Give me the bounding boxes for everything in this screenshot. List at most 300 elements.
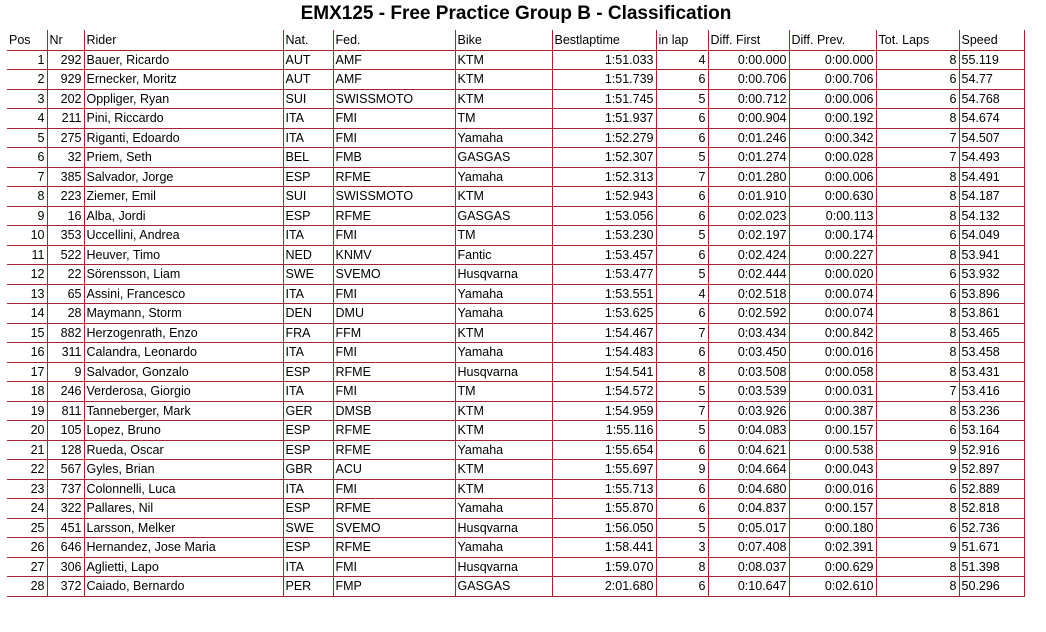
in-lap-cell: 6 xyxy=(656,440,708,460)
bike-cell: Husqvarna xyxy=(455,362,552,382)
diff-first-cell: 0:01.280 xyxy=(708,167,789,187)
federation-cell: DMSB xyxy=(333,401,455,421)
column-header-diff-prev[interactable]: Diff. Prev. xyxy=(789,30,876,50)
diff-prev-cell: 0:00.157 xyxy=(789,421,876,441)
rider-cell: Salvador, Gonzalo xyxy=(84,362,283,382)
rider-cell: Oppliger, Ryan xyxy=(84,89,283,109)
best-lap-time-cell: 1:56.050 xyxy=(552,518,656,538)
total-laps-cell: 8 xyxy=(876,206,959,226)
nation-cell: ITA xyxy=(283,226,333,246)
best-lap-time-cell: 1:52.307 xyxy=(552,148,656,168)
in-lap-cell: 5 xyxy=(656,518,708,538)
table-row xyxy=(7,206,1024,226)
number-cell: 105 xyxy=(47,421,84,441)
pos-cell: 2 xyxy=(7,70,47,90)
nation-cell: ITA xyxy=(283,557,333,577)
in-lap-cell: 6 xyxy=(656,187,708,207)
table-row xyxy=(7,167,1024,187)
rider-cell: Bauer, Ricardo xyxy=(84,50,283,70)
table-row xyxy=(7,577,1024,597)
bike-cell: KTM xyxy=(455,70,552,90)
table-row xyxy=(7,265,1024,285)
speed-cell: 52.889 xyxy=(959,479,1024,499)
number-cell: 522 xyxy=(47,245,84,265)
federation-cell: KNMV xyxy=(333,245,455,265)
best-lap-time-cell: 1:52.313 xyxy=(552,167,656,187)
diff-prev-cell: 0:00.000 xyxy=(789,50,876,70)
number-cell: 322 xyxy=(47,499,84,519)
number-cell: 451 xyxy=(47,518,84,538)
federation-cell: RFME xyxy=(333,362,455,382)
best-lap-time-cell: 1:55.116 xyxy=(552,421,656,441)
pos-cell: 6 xyxy=(7,148,47,168)
in-lap-cell: 5 xyxy=(656,226,708,246)
bike-cell: TM xyxy=(455,226,552,246)
nation-cell: ESP xyxy=(283,421,333,441)
speed-cell: 53.861 xyxy=(959,304,1024,324)
number-cell: 811 xyxy=(47,401,84,421)
nation-cell: ESP xyxy=(283,538,333,558)
diff-first-cell: 0:00.706 xyxy=(708,70,789,90)
in-lap-cell: 6 xyxy=(656,479,708,499)
best-lap-time-cell: 1:51.937 xyxy=(552,109,656,129)
best-lap-time-cell: 1:54.572 xyxy=(552,382,656,402)
diff-prev-cell: 0:00.342 xyxy=(789,128,876,148)
total-laps-cell: 6 xyxy=(876,421,959,441)
table-row xyxy=(7,440,1024,460)
bike-cell: KTM xyxy=(455,89,552,109)
table-row xyxy=(7,401,1024,421)
total-laps-cell: 8 xyxy=(876,499,959,519)
diff-first-cell: 0:01.274 xyxy=(708,148,789,168)
federation-cell: SWISSMOTO xyxy=(333,89,455,109)
speed-cell: 54.049 xyxy=(959,226,1024,246)
diff-first-cell: 0:00.904 xyxy=(708,109,789,129)
table-row xyxy=(7,323,1024,343)
column-header-bike[interactable]: Bike xyxy=(455,30,552,50)
bike-cell: GASGAS xyxy=(455,206,552,226)
bike-cell: KTM xyxy=(455,187,552,207)
bike-cell: Yamaha xyxy=(455,128,552,148)
best-lap-time-cell: 1:54.959 xyxy=(552,401,656,421)
rider-cell: Ziemer, Emil xyxy=(84,187,283,207)
speed-cell: 51.398 xyxy=(959,557,1024,577)
speed-cell: 52.916 xyxy=(959,440,1024,460)
nation-cell: ITA xyxy=(283,479,333,499)
rider-cell: Verderosa, Giorgio xyxy=(84,382,283,402)
bike-cell: KTM xyxy=(455,479,552,499)
diff-first-cell: 0:04.083 xyxy=(708,421,789,441)
table-row xyxy=(7,89,1024,109)
pos-cell: 20 xyxy=(7,421,47,441)
rider-cell: Herzogenrath, Enzo xyxy=(84,323,283,343)
pos-cell: 11 xyxy=(7,245,47,265)
best-lap-time-cell: 1:53.625 xyxy=(552,304,656,324)
bike-cell: Yamaha xyxy=(455,304,552,324)
rider-cell: Aglietti, Lapo xyxy=(84,557,283,577)
best-lap-time-cell: 2:01.680 xyxy=(552,577,656,597)
pos-cell: 5 xyxy=(7,128,47,148)
number-cell: 128 xyxy=(47,440,84,460)
diff-prev-cell: 0:00.074 xyxy=(789,284,876,304)
diff-first-cell: 0:02.023 xyxy=(708,206,789,226)
bike-cell: TM xyxy=(455,109,552,129)
pos-cell: 16 xyxy=(7,343,47,363)
rider-cell: Calandra, Leonardo xyxy=(84,343,283,363)
best-lap-time-cell: 1:55.654 xyxy=(552,440,656,460)
speed-cell: 54.187 xyxy=(959,187,1024,207)
diff-first-cell: 0:05.017 xyxy=(708,518,789,538)
column-header-in-lap[interactable]: in lap xyxy=(656,30,708,50)
total-laps-cell: 6 xyxy=(876,518,959,538)
pos-cell: 19 xyxy=(7,401,47,421)
federation-cell: RFME xyxy=(333,499,455,519)
classification-table xyxy=(7,30,1025,597)
rider-cell: Larsson, Melker xyxy=(84,518,283,538)
best-lap-time-cell: 1:55.870 xyxy=(552,499,656,519)
federation-cell: DMU xyxy=(333,304,455,324)
pos-cell: 9 xyxy=(7,206,47,226)
federation-cell: SVEMO xyxy=(333,265,455,285)
bike-cell: GASGAS xyxy=(455,577,552,597)
rider-cell: Gyles, Brian xyxy=(84,460,283,480)
best-lap-time-cell: 1:53.457 xyxy=(552,245,656,265)
diff-first-cell: 0:02.197 xyxy=(708,226,789,246)
federation-cell: FFM xyxy=(333,323,455,343)
speed-cell: 53.458 xyxy=(959,343,1024,363)
table-row xyxy=(7,128,1024,148)
total-laps-cell: 6 xyxy=(876,479,959,499)
nation-cell: ITA xyxy=(283,109,333,129)
bike-cell: KTM xyxy=(455,421,552,441)
nation-cell: FRA xyxy=(283,323,333,343)
column-header-rider[interactable]: Rider xyxy=(84,30,283,50)
number-cell: 22 xyxy=(47,265,84,285)
number-cell: 16 xyxy=(47,206,84,226)
total-laps-cell: 7 xyxy=(876,128,959,148)
diff-prev-cell: 0:00.028 xyxy=(789,148,876,168)
diff-prev-cell: 0:02.610 xyxy=(789,577,876,597)
column-header-bestlaptime[interactable]: Bestlaptime xyxy=(552,30,656,50)
in-lap-cell: 5 xyxy=(656,382,708,402)
in-lap-cell: 3 xyxy=(656,538,708,558)
speed-cell: 52.736 xyxy=(959,518,1024,538)
total-laps-cell: 8 xyxy=(876,343,959,363)
federation-cell: SWISSMOTO xyxy=(333,187,455,207)
pos-cell: 13 xyxy=(7,284,47,304)
diff-prev-cell: 0:00.538 xyxy=(789,440,876,460)
total-laps-cell: 6 xyxy=(876,265,959,285)
pos-cell: 21 xyxy=(7,440,47,460)
bike-cell: Husqvarna xyxy=(455,265,552,285)
rider-cell: Uccellini, Andrea xyxy=(84,226,283,246)
number-cell: 246 xyxy=(47,382,84,402)
table-row xyxy=(7,226,1024,246)
total-laps-cell: 8 xyxy=(876,304,959,324)
table-row xyxy=(7,362,1024,382)
speed-cell: 54.768 xyxy=(959,89,1024,109)
pos-cell: 12 xyxy=(7,265,47,285)
best-lap-time-cell: 1:51.745 xyxy=(552,89,656,109)
bike-cell: GASGAS xyxy=(455,148,552,168)
number-cell: 385 xyxy=(47,167,84,187)
best-lap-time-cell: 1:55.697 xyxy=(552,460,656,480)
diff-first-cell: 0:08.037 xyxy=(708,557,789,577)
pos-cell: 22 xyxy=(7,460,47,480)
number-cell: 372 xyxy=(47,577,84,597)
total-laps-cell: 9 xyxy=(876,440,959,460)
bike-cell: Yamaha xyxy=(455,538,552,558)
bike-cell: Yamaha xyxy=(455,440,552,460)
speed-cell: 53.164 xyxy=(959,421,1024,441)
in-lap-cell: 4 xyxy=(656,284,708,304)
diff-first-cell: 0:00.000 xyxy=(708,50,789,70)
bike-cell: Husqvarna xyxy=(455,557,552,577)
total-laps-cell: 8 xyxy=(876,577,959,597)
speed-cell: 54.507 xyxy=(959,128,1024,148)
speed-cell: 53.236 xyxy=(959,401,1024,421)
nation-cell: ESP xyxy=(283,362,333,382)
best-lap-time-cell: 1:52.279 xyxy=(552,128,656,148)
speed-cell: 54.493 xyxy=(959,148,1024,168)
total-laps-cell: 8 xyxy=(876,109,959,129)
nation-cell: AUT xyxy=(283,50,333,70)
table-row xyxy=(7,187,1024,207)
nation-cell: SUI xyxy=(283,187,333,207)
column-header-nr[interactable]: Nr xyxy=(47,30,84,50)
column-header-tot-laps[interactable]: Tot. Laps xyxy=(876,30,959,50)
in-lap-cell: 6 xyxy=(656,206,708,226)
total-laps-cell: 8 xyxy=(876,167,959,187)
best-lap-time-cell: 1:52.943 xyxy=(552,187,656,207)
bike-cell: KTM xyxy=(455,50,552,70)
in-lap-cell: 6 xyxy=(656,109,708,129)
in-lap-cell: 6 xyxy=(656,70,708,90)
number-cell: 292 xyxy=(47,50,84,70)
rider-cell: Lopez, Bruno xyxy=(84,421,283,441)
speed-cell: 53.941 xyxy=(959,245,1024,265)
best-lap-time-cell: 1:53.056 xyxy=(552,206,656,226)
column-header-pos[interactable]: Pos xyxy=(7,30,47,50)
best-lap-time-cell: 1:54.467 xyxy=(552,323,656,343)
speed-cell: 53.932 xyxy=(959,265,1024,285)
total-laps-cell: 7 xyxy=(876,382,959,402)
rider-cell: Colonnelli, Luca xyxy=(84,479,283,499)
federation-cell: FMI xyxy=(333,382,455,402)
in-lap-cell: 5 xyxy=(656,148,708,168)
federation-cell: FMI xyxy=(333,284,455,304)
nation-cell: GBR xyxy=(283,460,333,480)
best-lap-time-cell: 1:54.483 xyxy=(552,343,656,363)
diff-first-cell: 0:03.508 xyxy=(708,362,789,382)
rider-cell: Hernandez, Jose Maria xyxy=(84,538,283,558)
number-cell: 353 xyxy=(47,226,84,246)
in-lap-cell: 5 xyxy=(656,89,708,109)
pos-cell: 28 xyxy=(7,577,47,597)
diff-first-cell: 0:03.926 xyxy=(708,401,789,421)
best-lap-time-cell: 1:54.541 xyxy=(552,362,656,382)
bike-cell: KTM xyxy=(455,460,552,480)
table-row xyxy=(7,284,1024,304)
diff-prev-cell: 0:00.842 xyxy=(789,323,876,343)
bike-cell: Husqvarna xyxy=(455,518,552,538)
in-lap-cell: 7 xyxy=(656,323,708,343)
total-laps-cell: 8 xyxy=(876,50,959,70)
nation-cell: ESP xyxy=(283,167,333,187)
diff-prev-cell: 0:00.020 xyxy=(789,265,876,285)
number-cell: 311 xyxy=(47,343,84,363)
diff-prev-cell: 0:00.174 xyxy=(789,226,876,246)
diff-first-cell: 0:03.539 xyxy=(708,382,789,402)
rider-cell: Priem, Seth xyxy=(84,148,283,168)
diff-first-cell: 0:02.518 xyxy=(708,284,789,304)
rider-cell: Salvador, Jorge xyxy=(84,167,283,187)
total-laps-cell: 9 xyxy=(876,538,959,558)
pos-cell: 8 xyxy=(7,187,47,207)
in-lap-cell: 6 xyxy=(656,343,708,363)
table-row xyxy=(7,70,1024,90)
pos-cell: 27 xyxy=(7,557,47,577)
pos-cell: 17 xyxy=(7,362,47,382)
number-cell: 275 xyxy=(47,128,84,148)
best-lap-time-cell: 1:51.739 xyxy=(552,70,656,90)
in-lap-cell: 6 xyxy=(656,245,708,265)
table-row xyxy=(7,245,1024,265)
diff-prev-cell: 0:00.016 xyxy=(789,479,876,499)
nation-cell: ITA xyxy=(283,128,333,148)
best-lap-time-cell: 1:53.551 xyxy=(552,284,656,304)
column-header-diff-first[interactable]: Diff. First xyxy=(708,30,789,50)
number-cell: 32 xyxy=(47,148,84,168)
diff-prev-cell: 0:00.387 xyxy=(789,401,876,421)
total-laps-cell: 8 xyxy=(876,245,959,265)
pos-cell: 10 xyxy=(7,226,47,246)
speed-cell: 53.416 xyxy=(959,382,1024,402)
speed-cell: 53.465 xyxy=(959,323,1024,343)
table-row xyxy=(7,499,1024,519)
federation-cell: SVEMO xyxy=(333,518,455,538)
nation-cell: NED xyxy=(283,245,333,265)
nation-cell: ITA xyxy=(283,284,333,304)
federation-cell: FMI xyxy=(333,479,455,499)
table-row xyxy=(7,109,1024,129)
total-laps-cell: 8 xyxy=(876,187,959,207)
diff-first-cell: 0:04.680 xyxy=(708,479,789,499)
diff-first-cell: 0:02.592 xyxy=(708,304,789,324)
federation-cell: FMI xyxy=(333,128,455,148)
diff-first-cell: 0:04.621 xyxy=(708,440,789,460)
rider-cell: Rueda, Oscar xyxy=(84,440,283,460)
pos-cell: 14 xyxy=(7,304,47,324)
speed-cell: 54.674 xyxy=(959,109,1024,129)
diff-prev-cell: 0:00.706 xyxy=(789,70,876,90)
rider-cell: Ernecker, Moritz xyxy=(84,70,283,90)
total-laps-cell: 6 xyxy=(876,284,959,304)
diff-first-cell: 0:10.647 xyxy=(708,577,789,597)
total-laps-cell: 8 xyxy=(876,362,959,382)
table-row xyxy=(7,304,1024,324)
diff-prev-cell: 0:00.629 xyxy=(789,557,876,577)
column-header-nat[interactable]: Nat. xyxy=(283,30,333,50)
rider-cell: Maymann, Storm xyxy=(84,304,283,324)
column-header-fed[interactable]: Fed. xyxy=(333,30,455,50)
nation-cell: SWE xyxy=(283,518,333,538)
pos-cell: 25 xyxy=(7,518,47,538)
nation-cell: AUT xyxy=(283,70,333,90)
table-header-row xyxy=(7,30,1024,50)
diff-prev-cell: 0:00.192 xyxy=(789,109,876,129)
diff-first-cell: 0:04.837 xyxy=(708,499,789,519)
diff-first-cell: 0:02.444 xyxy=(708,265,789,285)
pos-cell: 7 xyxy=(7,167,47,187)
diff-prev-cell: 0:00.031 xyxy=(789,382,876,402)
federation-cell: AMF xyxy=(333,50,455,70)
diff-first-cell: 0:02.424 xyxy=(708,245,789,265)
in-lap-cell: 7 xyxy=(656,167,708,187)
best-lap-time-cell: 1:58.441 xyxy=(552,538,656,558)
in-lap-cell: 5 xyxy=(656,421,708,441)
in-lap-cell: 7 xyxy=(656,401,708,421)
speed-cell: 51.671 xyxy=(959,538,1024,558)
table-row xyxy=(7,382,1024,402)
in-lap-cell: 6 xyxy=(656,304,708,324)
speed-cell: 53.896 xyxy=(959,284,1024,304)
bike-cell: Yamaha xyxy=(455,284,552,304)
in-lap-cell: 4 xyxy=(656,50,708,70)
best-lap-time-cell: 1:59.070 xyxy=(552,557,656,577)
diff-prev-cell: 0:00.157 xyxy=(789,499,876,519)
in-lap-cell: 5 xyxy=(656,265,708,285)
diff-prev-cell: 0:00.058 xyxy=(789,362,876,382)
federation-cell: FMB xyxy=(333,148,455,168)
nation-cell: SWE xyxy=(283,265,333,285)
rider-cell: Assini, Francesco xyxy=(84,284,283,304)
rider-cell: Pallares, Nil xyxy=(84,499,283,519)
number-cell: 567 xyxy=(47,460,84,480)
diff-prev-cell: 0:00.630 xyxy=(789,187,876,207)
diff-first-cell: 0:01.246 xyxy=(708,128,789,148)
federation-cell: RFME xyxy=(333,421,455,441)
table-row xyxy=(7,50,1024,70)
diff-prev-cell: 0:00.074 xyxy=(789,304,876,324)
number-cell: 65 xyxy=(47,284,84,304)
rider-cell: Riganti, Edoardo xyxy=(84,128,283,148)
diff-prev-cell: 0:00.043 xyxy=(789,460,876,480)
best-lap-time-cell: 1:55.713 xyxy=(552,479,656,499)
number-cell: 223 xyxy=(47,187,84,207)
federation-cell: AMF xyxy=(333,70,455,90)
total-laps-cell: 7 xyxy=(876,148,959,168)
federation-cell: ACU xyxy=(333,460,455,480)
number-cell: 28 xyxy=(47,304,84,324)
bike-cell: TM xyxy=(455,382,552,402)
diff-prev-cell: 0:00.006 xyxy=(789,167,876,187)
in-lap-cell: 8 xyxy=(656,362,708,382)
number-cell: 9 xyxy=(47,362,84,382)
diff-first-cell: 0:03.434 xyxy=(708,323,789,343)
column-header-speed[interactable]: Speed xyxy=(959,30,1024,50)
federation-cell: FMI xyxy=(333,109,455,129)
number-cell: 211 xyxy=(47,109,84,129)
pos-cell: 18 xyxy=(7,382,47,402)
rider-cell: Alba, Jordi xyxy=(84,206,283,226)
rider-cell: Heuver, Timo xyxy=(84,245,283,265)
pos-cell: 3 xyxy=(7,89,47,109)
diff-prev-cell: 0:00.180 xyxy=(789,518,876,538)
bike-cell: Yamaha xyxy=(455,499,552,519)
nation-cell: ESP xyxy=(283,499,333,519)
nation-cell: PER xyxy=(283,577,333,597)
